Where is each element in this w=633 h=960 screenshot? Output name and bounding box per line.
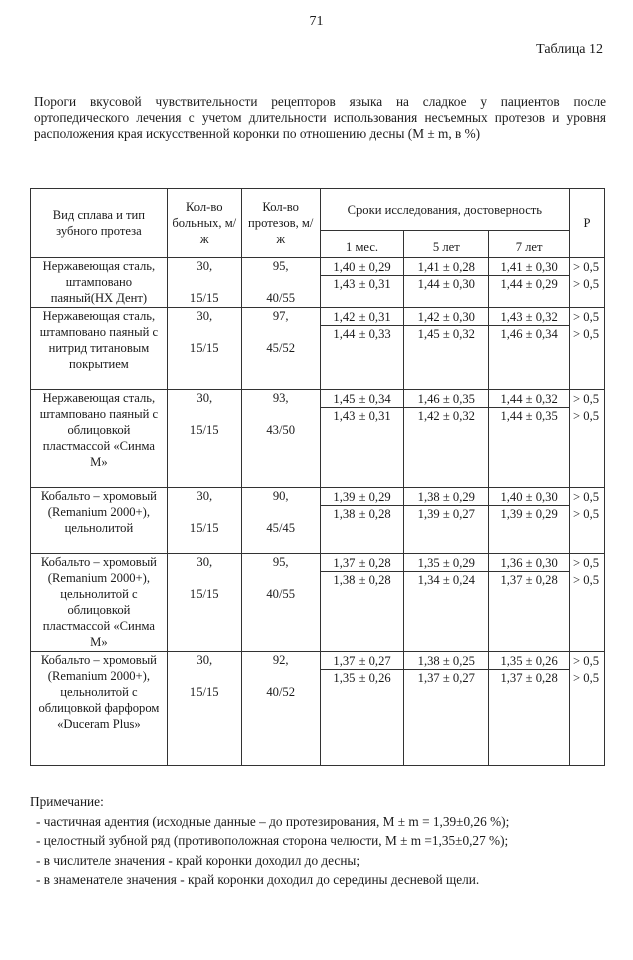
prostheses-mf: 40/55 bbox=[266, 291, 296, 305]
note-item: - в числителе значения - край коронки доходил до десны; bbox=[36, 851, 509, 871]
value-7y: 1,44 ± 0,35 bbox=[489, 408, 570, 488]
patients-mf: 15/15 bbox=[189, 291, 219, 305]
table-row bbox=[31, 652, 605, 670]
header-type: Вид сплава и тип зубного протеза bbox=[31, 189, 168, 258]
value-5y: 1,35 ± 0,29 bbox=[404, 554, 489, 572]
table-caption: Пороги вкусовой чувствительности рецепторов языка на сладкое у пациентов после ортопедического лечения с учетом длительности использования несъемных протезов и уровня расположения края искусственной коронки по отношению десны (М ± m, в %) bbox=[34, 94, 606, 141]
prostheses-count bbox=[241, 258, 320, 308]
prostheses-mf: 43/50 bbox=[266, 423, 296, 437]
value-7y: 1,43 ± 0,32 bbox=[489, 308, 570, 326]
prostheses-count bbox=[241, 390, 320, 488]
prostheses-count bbox=[241, 308, 320, 390]
alloy-type: Нержавеющая сталь, штампованo паяный с облицовкой пластмассой «Синма М» bbox=[31, 390, 168, 488]
patients-mf: 15/15 bbox=[189, 423, 219, 437]
p-value: > 0,5 bbox=[570, 572, 605, 652]
p-value: > 0,5 bbox=[570, 488, 605, 506]
p-value: > 0,5 bbox=[570, 408, 605, 488]
notes-section bbox=[30, 792, 509, 890]
alloy-type: Нержавеющая сталь, штампованo паяный с нитрид титановым покрытием bbox=[31, 308, 168, 390]
value-1m: 1,45 ± 0,34 bbox=[320, 390, 404, 408]
value-7y: 1,37 ± 0,28 bbox=[489, 572, 570, 652]
header-terms: Сроки исследования, достоверность bbox=[320, 189, 569, 231]
prostheses-count bbox=[241, 652, 320, 766]
prostheses-count bbox=[241, 554, 320, 652]
value-5y: 1,34 ± 0,24 bbox=[404, 572, 489, 652]
value-5y: 1,42 ± 0,30 bbox=[404, 308, 489, 326]
value-7y: 1,46 ± 0,34 bbox=[489, 326, 570, 390]
value-1m: 1,35 ± 0,26 bbox=[320, 670, 404, 766]
prostheses-mf: 45/52 bbox=[266, 341, 296, 355]
header-term-2: 5 лет bbox=[404, 231, 489, 258]
patients-count bbox=[167, 258, 241, 308]
header-p: Р bbox=[570, 189, 605, 258]
value-5y: 1,41 ± 0,28 bbox=[404, 258, 489, 276]
prostheses-mf: 40/55 bbox=[266, 587, 296, 601]
alloy-type: Нержавеющая сталь, штампованo паяный(НХ Дент) bbox=[31, 258, 168, 308]
note-item: - частичная адентия (исходные данные – до протезирования, М ± m = 1,39±0,26 %); bbox=[36, 812, 509, 832]
table-row bbox=[31, 258, 605, 276]
value-1m: 1,38 ± 0,28 bbox=[320, 572, 404, 652]
value-1m: 1,39 ± 0,29 bbox=[320, 488, 404, 506]
patients-count bbox=[167, 308, 241, 390]
table-row bbox=[31, 390, 605, 408]
value-7y: 1,36 ± 0,30 bbox=[489, 554, 570, 572]
patients-mf: 15/15 bbox=[189, 685, 219, 699]
patients-mf: 15/15 bbox=[189, 521, 219, 535]
table-label: Таблица 12 bbox=[536, 42, 603, 57]
patients-count bbox=[167, 554, 241, 652]
value-7y: 1,37 ± 0,28 bbox=[489, 670, 570, 766]
value-1m: 1,44 ± 0,33 bbox=[320, 326, 404, 390]
patients-total: 30, bbox=[196, 259, 213, 273]
p-value: > 0,5 bbox=[570, 308, 605, 326]
value-7y: 1,40 ± 0,30 bbox=[489, 488, 570, 506]
prostheses-total: 95, bbox=[272, 555, 289, 569]
notes-title: Примечание: bbox=[30, 794, 104, 809]
table-row bbox=[31, 488, 605, 506]
value-5y: 1,39 ± 0,27 bbox=[404, 506, 489, 554]
prostheses-mf: 45/45 bbox=[266, 521, 296, 535]
value-1m: 1,37 ± 0,28 bbox=[320, 554, 404, 572]
table-row bbox=[31, 308, 605, 326]
header-patients: Кол-во больных, м/ж bbox=[167, 189, 241, 258]
prostheses-count bbox=[241, 488, 320, 554]
patients-total: 30, bbox=[196, 309, 213, 323]
header-term-3: 7 лет bbox=[489, 231, 570, 258]
value-5y: 1,46 ± 0,35 bbox=[404, 390, 489, 408]
value-5y: 1,38 ± 0,25 bbox=[404, 652, 489, 670]
alloy-type: Кобальто – хромовый (Remanium 2000+), цельнолитой с облицовкой пластмассой «Синма М» bbox=[31, 554, 168, 652]
alloy-type: Кобальто – хромовый (Remanium 2000+), цельнолитой с облицовкой фарфором «Duceram Plus» bbox=[31, 652, 168, 766]
prostheses-total: 93, bbox=[272, 391, 289, 405]
patients-total: 30, bbox=[196, 653, 213, 667]
prostheses-mf: 40/52 bbox=[266, 685, 296, 699]
value-5y: 1,38 ± 0,29 bbox=[404, 488, 489, 506]
page-number: 71 bbox=[309, 14, 324, 29]
p-value: > 0,5 bbox=[570, 652, 605, 670]
header-term-1: 1 мес. bbox=[320, 231, 404, 258]
prostheses-total: 97, bbox=[272, 309, 289, 323]
value-1m: 1,40 ± 0,29 bbox=[320, 258, 404, 276]
note-item: - целостный зубной ряд (противоположная сторона челюсти, М ± m =1,35±0,27 %); bbox=[36, 831, 509, 851]
patients-count bbox=[167, 488, 241, 554]
value-5y: 1,45 ± 0,32 bbox=[404, 326, 489, 390]
alloy-type: Кобальто – хромовый (Remanium 2000+), цельнолитой bbox=[31, 488, 168, 554]
p-value: > 0,5 bbox=[570, 390, 605, 408]
value-5y: 1,37 ± 0,27 bbox=[404, 670, 489, 766]
results-table bbox=[30, 188, 605, 766]
p-value: > 0,5 bbox=[570, 554, 605, 572]
prostheses-total: 92, bbox=[272, 653, 289, 667]
value-7y: 1,41 ± 0,30 bbox=[489, 258, 570, 276]
patients-count bbox=[167, 390, 241, 488]
value-1m: 1,43 ± 0,31 bbox=[320, 408, 404, 488]
p-value: > 0,5 bbox=[570, 276, 605, 308]
notes-list bbox=[30, 812, 509, 890]
value-5y: 1,44 ± 0,30 bbox=[404, 276, 489, 308]
p-value: > 0,5 bbox=[570, 258, 605, 276]
patients-mf: 15/15 bbox=[189, 587, 219, 601]
value-7y: 1,44 ± 0,29 bbox=[489, 276, 570, 308]
value-1m: 1,38 ± 0,28 bbox=[320, 506, 404, 554]
value-1m: 1,42 ± 0,31 bbox=[320, 308, 404, 326]
p-value: > 0,5 bbox=[570, 506, 605, 554]
header-prostheses: Кол-во протезов, м/ж bbox=[241, 189, 320, 258]
value-7y: 1,35 ± 0,26 bbox=[489, 652, 570, 670]
patients-total: 30, bbox=[196, 391, 213, 405]
prostheses-total: 90, bbox=[272, 489, 289, 503]
value-7y: 1,39 ± 0,29 bbox=[489, 506, 570, 554]
patients-total: 30, bbox=[196, 489, 213, 503]
table-row bbox=[31, 554, 605, 572]
note-item: - в знаменателе значения - край коронки доходил до середины десневой щели. bbox=[36, 870, 509, 890]
value-7y: 1,44 ± 0,32 bbox=[489, 390, 570, 408]
patients-mf: 15/15 bbox=[189, 341, 219, 355]
prostheses-total: 95, bbox=[272, 259, 289, 273]
value-1m: 1,37 ± 0,27 bbox=[320, 652, 404, 670]
value-5y: 1,42 ± 0,32 bbox=[404, 408, 489, 488]
value-1m: 1,43 ± 0,31 bbox=[320, 276, 404, 308]
patients-total: 30, bbox=[196, 555, 213, 569]
p-value: > 0,5 bbox=[570, 670, 605, 766]
p-value: > 0,5 bbox=[570, 326, 605, 390]
patients-count bbox=[167, 652, 241, 766]
